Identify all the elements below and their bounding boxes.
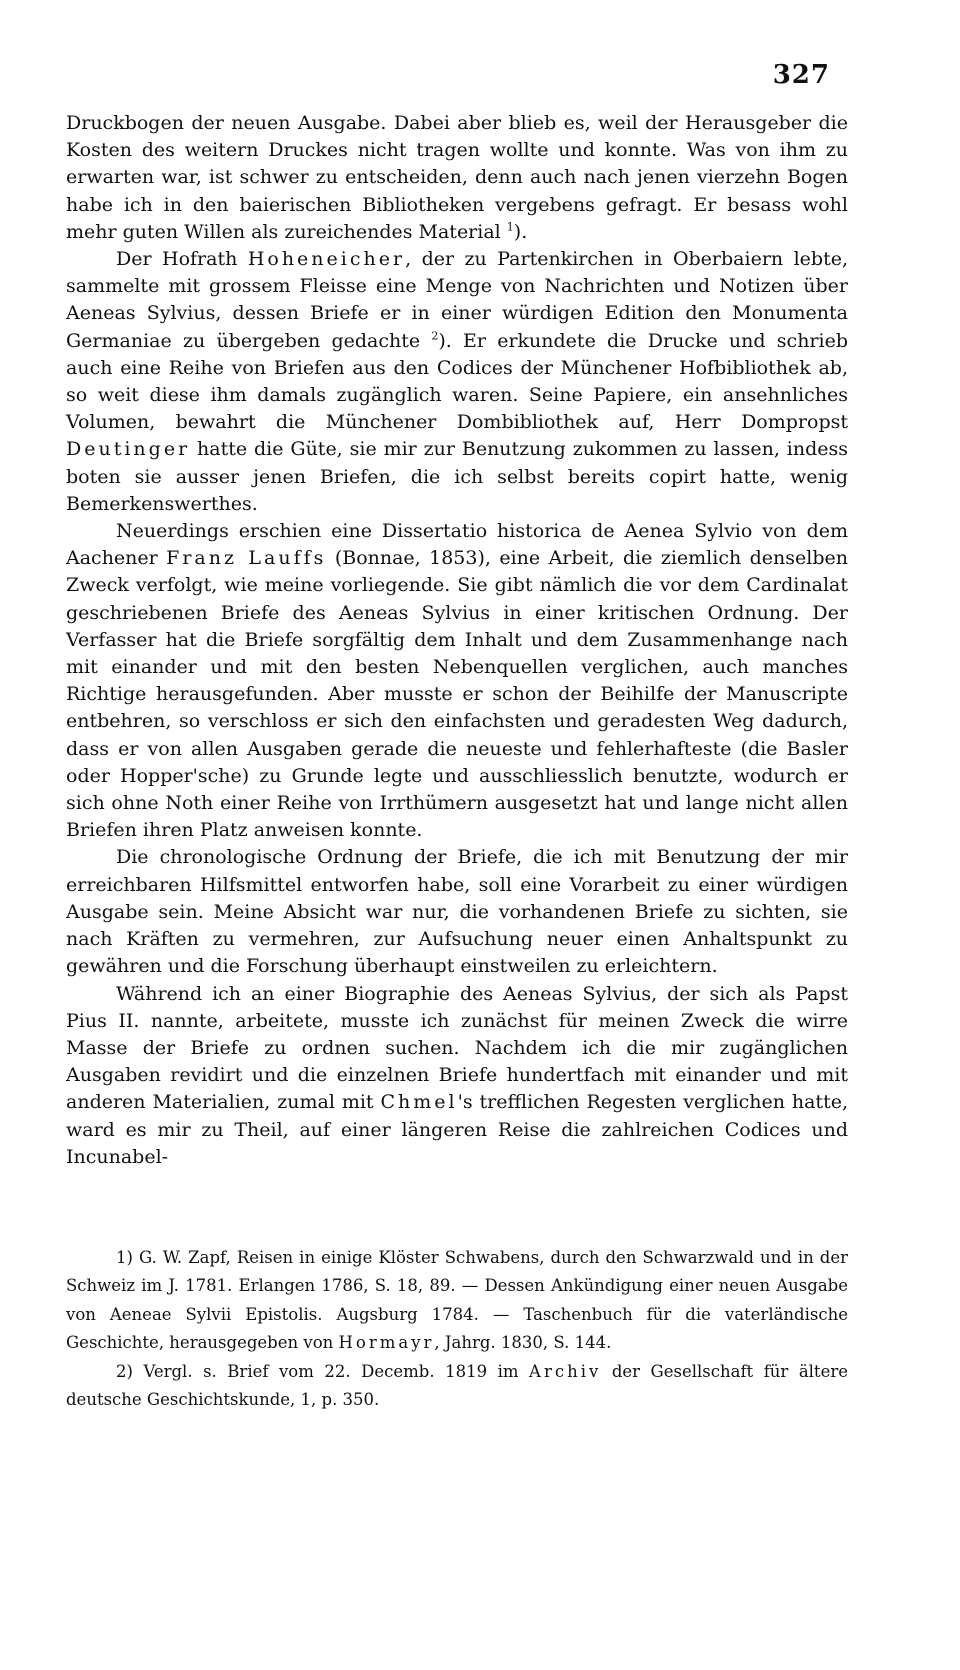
paragraph-2-text-b: , der zu Partenkirchen in Oberbaiern lebte, sammelte mit grossem Fleisse eine Menge von Nachrichten und Notizen über Aeneas Sylvius, dessen Briefe er in einer würdigen Edition den Monumenta Germaniae zu übergeben gedachte bbox=[66, 248, 848, 352]
paragraph-2-text-d: hatte die Güte, sie mir zur Benutzung zukommen zu lassen, indess boten sie ausser jenen Briefen, die ich selbst bereits copirt hatte, wenig Bemerkenswerthes. bbox=[66, 438, 848, 515]
footnote-1-text-b: , Jahrg. 1830, S. 144. bbox=[434, 1333, 612, 1353]
footnote-ref-1: 1 bbox=[506, 220, 514, 234]
footnote-2-text-b: der Gesellschaft für ältere deutsche Geschichtskunde, 1, p. 350. bbox=[66, 1361, 848, 1410]
paragraph-3 bbox=[66, 518, 848, 844]
paragraph-2-text-c: ). Er erkundete die Drucke und schrieb auch eine Reihe von Briefen aus den Codices der Münchener Hofbibliothek ab, so weit diese ihm damals zugänglich waren. Seine Papiere, ein ansehnliches Volumen, bewahrt die Münchener Dombibliothek auf, Herr Dompropst bbox=[66, 329, 848, 434]
main-text bbox=[66, 110, 848, 1171]
footnote-ref-2: 2 bbox=[431, 329, 439, 343]
paragraph-2 bbox=[66, 246, 848, 518]
name-chmel: Chmel bbox=[380, 1091, 458, 1114]
page-number: 327 bbox=[772, 60, 830, 90]
paragraph-1-text: Druckbogen der neuen Ausgabe. Dabei aber blieb es, weil der Herausgeber die Kosten des weitern Druckes nicht tragen wollte und konnte. Was von ihm zu erwarten war, ist schwer zu entscheiden, denn auch nach jenen vierzehn Bogen habe ich in den baierischen Bibliotheken vergebens gefragt. Er besass wohl mehr guten Willen als zureichendes Material bbox=[66, 112, 848, 243]
paragraph-5 bbox=[66, 981, 848, 1171]
name-hoheneicher: Hoheneicher bbox=[247, 248, 406, 271]
paragraph-3-text-a: Neuerdings erschien eine Dissertatio historica de Aenea Sylvio von dem Aachener bbox=[66, 520, 848, 570]
name-lauffs: Franz Lauffs bbox=[166, 547, 327, 570]
archiv-word: Archiv bbox=[529, 1361, 602, 1381]
name-deutinger: Deutinger bbox=[66, 438, 191, 461]
paragraph-5-text-a: Während ich an einer Biographie des Aeneas Sylvius, der sich als Papst Pius II. nannte, arbeitete, musste ich zunächst für meinen Zweck die wirre Masse der Briefe zu ordnen suchen. Nachdem ich die mir zugänglichen Ausgaben revidirt und die einzelnen Briefe hundertfach mit einander und mit anderen Materialien, zumal mit bbox=[66, 982, 848, 1114]
footnote-2-text-a: 2) Vergl. s. Brief vom 22. Decemb. 1819 im bbox=[116, 1361, 530, 1381]
footnotes bbox=[66, 1244, 848, 1414]
footnote-2 bbox=[66, 1358, 848, 1415]
paragraph-1-end: ). bbox=[513, 220, 528, 243]
footnote-1 bbox=[66, 1244, 848, 1358]
paragraph-2-text-a: Der Hofrath bbox=[116, 248, 248, 271]
name-hormayr: Hormayr bbox=[338, 1333, 435, 1353]
paragraph-3-text-b: (Bonnae, 1853), eine Arbeit, die ziemlich denselben Zweck verfolgt, wie meine vorliegende. Sie gibt nämlich die vor dem Cardinalat geschriebenen Briefe des Aeneas Sylvius in einer kritischen Ordnung. Der Verfasser hat die Briefe sorgfältig dem Inhalt und dem Zusammenhange nach mit einander und mit den besten Nebenquellen verglichen, auch manches Richtige herausgefunden. Aber musste er schon der Beihilfe der Manuscripte entbehren, so verschloss er sich den einfachsten und geradesten Weg dadurch, dass er von allen Ausgaben gerade die neueste und fehlerhafteste (die Basler oder Hopper'sche) zu Grunde legte und ausschliesslich benutzte, wodurch er sich ohne Noth einer Reihe von Irrthümern ausgesetzt hat und lange nicht allen Briefen ihren Platz anweisen konnte. bbox=[66, 547, 848, 842]
paragraph-1 bbox=[66, 110, 848, 246]
paragraph-5-text-b: 's trefflichen Regesten verglichen hatte, ward es mir zu Theil, auf einer längeren Reise die zahlreichen Codices und Incunabel- bbox=[66, 1091, 848, 1168]
footnote-1-text-a: 1) G. W. Zapf, Reisen in einige Klöster Schwabens, durch den Schwarzwald und in der Schweiz im J. 1781. Erlangen 1786, S. 18, 89. — Dessen Ankündigung einer neuen Ausgabe von Aeneae Sylvii Epistolis. Augsburg 1784. — Taschenbuch für die vaterländische Geschichte, herausgegeben von bbox=[66, 1248, 848, 1353]
paragraph-4: Die chronologische Ordnung der Briefe, die ich mit Benutzung der mir erreichbaren Hilfsmittel entworfen habe, soll eine Vorarbeit zu einer würdigen Ausgabe sein. Meine Absicht war nur, die vorhandenen Briefe zu sichten, sie nach Kräften zu vermehren, zur Aufsuchung neuer einen Anhaltspunkt zu gewähren und die Forschung überhaupt einstweilen zu erleichtern. bbox=[66, 846, 848, 978]
